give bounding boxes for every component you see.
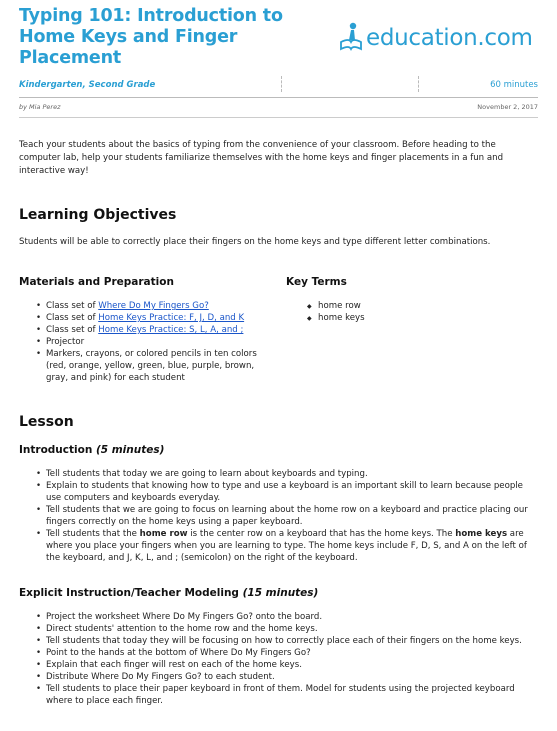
- learning-objectives-heading: Learning Objectives: [19, 207, 177, 223]
- divider: [418, 76, 419, 92]
- materials-heading: Materials and Preparation: [19, 276, 174, 288]
- introduction-steps: [35, 468, 540, 564]
- list-item: • Tell students that we are going to focus on learning about the home row on a keyboard and practice placing our fingers correctly on the home keys using a paper keyboard.: [35, 504, 540, 528]
- introduction-heading: Introduction (5 minutes): [19, 444, 165, 456]
- list-item: ◆ home keys: [307, 312, 507, 324]
- explicit-instruction-heading: Explicit Instruction/Teacher Modeling (15 minutes): [19, 587, 319, 599]
- list-item: • Projector: [35, 336, 275, 348]
- child-reading-icon: [338, 20, 364, 52]
- list-item: ◆ home row: [307, 300, 507, 312]
- materials-list: [35, 300, 275, 384]
- meta-row: [19, 76, 538, 92]
- list-item: • Explain to students that knowing how to type and use a keyboard is an important skill to learn because people use computers and keyboards everyday.: [35, 480, 540, 504]
- list-item: • Tell students that today we are going to learn about keyboards and typing.: [35, 468, 540, 480]
- explicit-instruction-steps: [35, 611, 540, 707]
- byline-row: [19, 103, 538, 115]
- objectives-text: Students will be able to correctly place their fingers on the home keys and type different letter combinations.: [19, 237, 491, 247]
- list-item: • Class set of Home Keys Practice: F, J, D, and K: [35, 312, 275, 324]
- list-item: • Direct students' attention to the home row and the home keys.: [35, 623, 540, 635]
- list-item: • Project the worksheet Where Do My Fingers Go? onto the board.: [35, 611, 540, 623]
- list-item: • Markers, crayons, or colored pencils in ten colors (red, orange, yellow, green, blue, purple, brown, gray, and pink) for each student: [35, 348, 275, 384]
- list-item: • Class set of Home Keys Practice: S, L, A, and ;: [35, 324, 275, 336]
- key-terms-heading: Key Terms: [286, 276, 347, 288]
- brand-name: education.com: [366, 25, 533, 51]
- education-com-logo[interactable]: [338, 20, 533, 52]
- list-item: • Tell students that the home row is the center row on a keyboard that has the home keys. The home keys are where you place your fingers when you are learning to type. The home keys include F, D, S, and A on the left of the keyboard, and J, K, L, and ; (semicolon) on the right of the keyboard.: [35, 528, 540, 564]
- key-terms-list: [307, 300, 507, 324]
- list-item: • Tell students to place their paper keyboard in front of them. Model for students using the projected keyboard where to place each finger.: [35, 683, 540, 707]
- worksheet-link[interactable]: Home Keys Practice: F, J, D, and K: [98, 313, 245, 323]
- author: by Mia Perez: [19, 103, 61, 111]
- worksheet-link[interactable]: Home Keys Practice: S, L, A, and ;: [98, 325, 244, 335]
- page-title: Typing 101: Introduction to Home Keys and Finger Placement: [19, 6, 283, 68]
- intro-paragraph: Teach your students about the basics of typing from the convenience of your classroom. Before heading to the computer lab, help your students familiarize themselves with the home keys and finger placements in a fun and interactive way!: [19, 140, 504, 176]
- divider: [19, 97, 538, 98]
- list-item: • Distribute Where Do My Fingers Go? to each student.: [35, 671, 540, 683]
- list-item: • Tell students that today they will be focusing on how to correctly place each of their fingers on the home keys.: [35, 635, 540, 647]
- duration: 60 minutes: [490, 80, 538, 90]
- divider: [281, 76, 282, 92]
- list-item: • Point to the hands at the bottom of Where Do My Fingers Go?: [35, 647, 540, 659]
- list-item: • Explain that each finger will rest on each of the home keys.: [35, 659, 540, 671]
- list-item: • Class set of Where Do My Fingers Go?: [35, 300, 275, 312]
- publish-date: November 2, 2017: [477, 103, 538, 111]
- grade-level: Kindergarten, Second Grade: [19, 80, 156, 90]
- worksheet-link[interactable]: Where Do My Fingers Go?: [98, 301, 209, 311]
- divider: [19, 117, 538, 118]
- lesson-heading: Lesson: [19, 414, 74, 430]
